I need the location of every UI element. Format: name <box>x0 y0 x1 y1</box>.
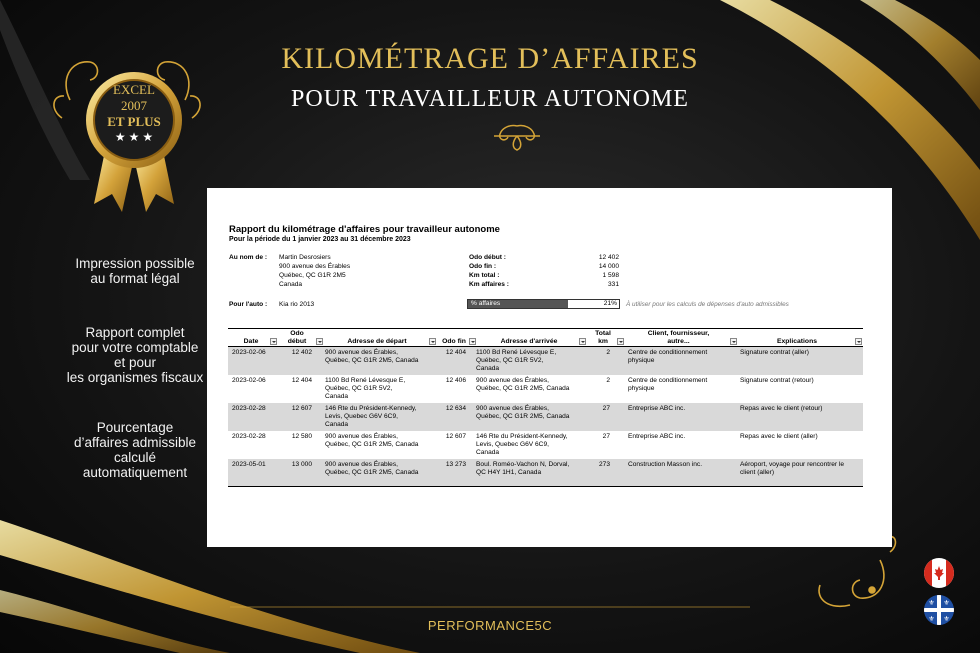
badge-line2: 2007 <box>121 98 147 113</box>
cell-total-km: 2 <box>606 349 610 356</box>
car-label: Pour l'auto : <box>229 301 268 308</box>
table-row <box>228 347 863 375</box>
canada-flag-icon <box>924 558 954 588</box>
km-total-label: Km total : <box>469 272 500 279</box>
feature-business-percentage: Pourcentage d’affaires admissible calculé automatiquement <box>73 420 197 480</box>
svg-text:⚜: ⚜ <box>928 599 935 607</box>
cell-total-km: 27 <box>602 433 610 440</box>
cell-client: Centre de conditionnement physique <box>628 349 708 365</box>
quebec-flag-icon <box>924 595 954 625</box>
cell-odo-start: 13 000 <box>291 461 312 468</box>
col-odo-start: Odo début <box>287 330 307 345</box>
cell-client: Entreprise ABC inc. <box>628 433 686 440</box>
km-business-value: 331 <box>607 281 619 288</box>
cell-date: 2023-02-06 <box>232 377 266 384</box>
feature-report-accountant: Rapport complet pour votre comptable et pour les organismes fiscaux <box>66 325 204 385</box>
cell-total-km: 273 <box>598 461 610 468</box>
cell-to: 900 avenue des Érables, Québec, QC G1R 2M5, Canada <box>476 405 570 421</box>
cell-date: 2023-05-01 <box>232 461 266 468</box>
col-to: Adresse d'arrivée <box>500 337 558 345</box>
badge-line3: ET PLUS <box>107 114 161 129</box>
name-line-1: Martin Desrosiers <box>279 254 331 261</box>
odo-end-label: Odo fin : <box>469 263 497 270</box>
award-ribbon-icon <box>84 66 184 216</box>
table-row <box>228 403 863 431</box>
svg-text:⚜: ⚜ <box>943 599 950 607</box>
filter-dropdown-icon[interactable] <box>469 338 476 345</box>
cell-odo-end: 12 634 <box>445 405 466 412</box>
table-row <box>228 459 863 487</box>
cell-from: 146 Rte du Président-Kennedy, Levis, Quebec G6V 6C9, Canada <box>325 405 417 429</box>
cell-date: 2023-02-28 <box>232 405 266 412</box>
cell-explanation: Signature contrat (aller) <box>740 349 809 356</box>
col-total-km: Total km <box>595 330 611 345</box>
cell-total-km: 2 <box>606 377 610 384</box>
km-business-label: Km affaires : <box>469 281 509 288</box>
gold-ornament-icon <box>490 120 544 152</box>
badge-line1: EXCEL <box>113 82 155 97</box>
km-total-value: 1 598 <box>602 272 619 279</box>
table-row <box>228 375 863 403</box>
report-period: Pour la période du 1 janvier 2023 au 31 décembre 2023 <box>229 236 411 243</box>
filter-dropdown-icon[interactable] <box>429 338 436 345</box>
cell-to: 900 avenue des Érables, Québec, QC G1R 2M5, Canada <box>476 377 570 393</box>
filter-dropdown-icon[interactable] <box>730 338 737 345</box>
cell-odo-start: 12 580 <box>291 433 312 440</box>
pct-label: % affaires <box>468 300 568 308</box>
cell-date: 2023-02-06 <box>232 349 266 356</box>
cell-to: 1100 Bd René Lévesque E, Québec, QC G1R 5V2, Canada <box>476 349 557 373</box>
cell-client: Entreprise ABC inc. <box>628 405 686 412</box>
cell-to: Boul. Roméo-Vachon N, Dorval, QC H4Y 1H1, Canada <box>476 461 570 477</box>
filter-dropdown-icon[interactable] <box>855 338 862 345</box>
name-line-4: Canada <box>279 281 303 288</box>
filter-dropdown-icon[interactable] <box>617 338 624 345</box>
car-value: Kia rio 2013 <box>279 301 315 308</box>
table-row <box>228 431 863 459</box>
odo-start-label: Odo début : <box>469 254 506 261</box>
col-explanation: Explications <box>776 337 818 345</box>
cell-total-km: 27 <box>602 405 610 412</box>
pct-value: 21% <box>603 300 617 307</box>
col-client: Client, fournisseur, autre... <box>647 330 710 345</box>
name-line-2: 900 avenue des Érables <box>279 263 351 270</box>
badge-stars: ★ ★ ★ <box>114 130 154 144</box>
cell-odo-start: 12 404 <box>291 377 312 384</box>
cell-odo-end: 13 273 <box>445 461 466 468</box>
col-from: Adresse de départ <box>347 337 407 345</box>
page-title: KILOMÉTRAGE D’AFFAIRES <box>281 42 699 75</box>
feature-legal-print: Impression possible au format légal <box>75 256 195 286</box>
cell-client: Construction Masson inc. <box>628 461 703 468</box>
filter-dropdown-icon[interactable] <box>579 338 586 345</box>
spreadsheet-preview <box>207 188 892 547</box>
cell-client: Centre de conditionnement physique <box>628 377 708 393</box>
cell-explanation: Repas avec le client (retour) <box>740 405 823 412</box>
pct-note: À utiliser pour les calculs de dépenses d'auto admissibles <box>626 301 789 308</box>
cell-to: 146 Rte du Président-Kennedy, Levis, Quebec G6V 6C9, Canada <box>476 433 568 457</box>
name-label: Au nom de : <box>229 254 268 261</box>
table-header <box>228 328 863 347</box>
business-percentage-bar <box>467 299 620 309</box>
table-body <box>228 347 863 487</box>
col-odo-end: Odo fin <box>442 337 466 345</box>
cell-odo-end: 12 406 <box>445 377 466 384</box>
cell-from: 1100 Bd René Lévesque E, Québec, QC G1R 5V2, Canada <box>325 377 406 401</box>
cell-odo-start: 12 607 <box>291 405 312 412</box>
trips-table <box>228 328 863 487</box>
cell-from: 900 avenue des Érables, Québec, QC G1R 2M5, Canada <box>325 349 419 365</box>
cell-explanation: Signature contrat (retour) <box>740 377 814 384</box>
svg-text:⚜: ⚜ <box>928 615 935 623</box>
filter-dropdown-icon[interactable] <box>316 338 323 345</box>
cell-explanation: Aéroport, voyage pour rencontrer le client (aller) <box>740 461 845 477</box>
name-line-3: Québec, QC G1R 2M5 <box>279 272 346 279</box>
cell-from: 900 avenue des Érables, Québec, QC G1R 2M5, Canada <box>325 433 419 449</box>
col-date: Date <box>243 337 259 345</box>
report-title: Rapport du kilométrage d'affaires pour travailleur autonome <box>229 224 500 235</box>
cell-from: 900 avenue des Érables, Québec, QC G1R 2M5, Canada <box>325 461 419 477</box>
filter-dropdown-icon[interactable] <box>270 338 277 345</box>
svg-text:⚜: ⚜ <box>943 615 950 623</box>
odo-end-value: 14 000 <box>598 263 619 270</box>
cell-odo-end: 12 607 <box>445 433 466 440</box>
cell-odo-end: 12 404 <box>445 349 466 356</box>
brand-name: PERFORMANCE5C <box>427 618 553 633</box>
cell-date: 2023-02-28 <box>232 433 266 440</box>
cell-odo-start: 12 402 <box>291 349 312 356</box>
page-subtitle: POUR TRAVAILLEUR AUTONOME <box>291 86 689 112</box>
cell-explanation: Repas avec le client (aller) <box>740 433 818 440</box>
odo-start-value: 12 402 <box>598 254 619 261</box>
